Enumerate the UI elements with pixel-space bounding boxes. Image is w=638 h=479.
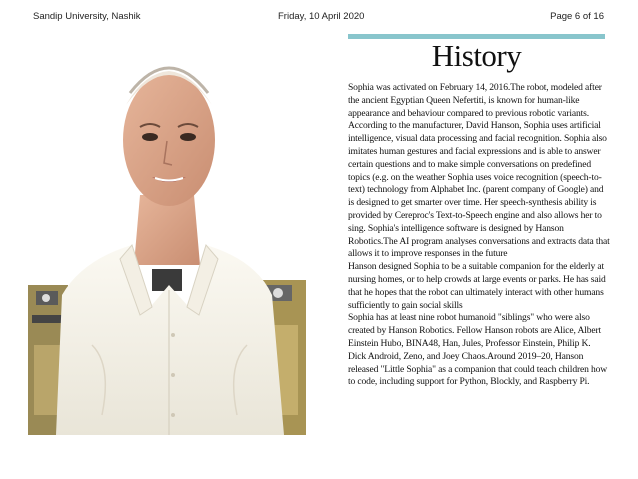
article-body	[348, 82, 610, 389]
header-page-number: Page 6 of 16	[550, 11, 604, 22]
header-date: Friday, 10 April 2020	[278, 11, 365, 22]
header-university: Sandip University, Nashik	[33, 11, 141, 22]
paragraph-activation: Sophia was activated on February 14, 2016.The robot, modeled after the ancient Egyptian Queen Nefertiti, is known for human-like appearance and behaviour compared to previous robotic variants. According to the manufacturer, David Hanson, Sophia uses artificial intelligence, visual data processing and facial recognition. Sophia also imitates human gestures and facial expressions and is able to answer certain questions and to make simple conversations on predefined topics (e.g. on the weather Sophia uses voice recognition (speech-to-text) technology from Alphabet Inc. (parent company of Google) and is designed to get smarter over time. Her speech-synthesis ability is provided by Cereproc's Text-to-Speech engine and also allows her to sing. Sophia's intelligence software is designed by Hanson Robotics.The AI program analyses conversations and extracts data that allows it to improve responses in the future	[348, 82, 610, 260]
paragraph-siblings: Sophia has at least nine robot humanoid "siblings" who were also created by Hanson Robotics. Fellow Hanson robots are Alice, Albert Einstein Hubo, BINA48, Han, Jules, Professor Einstein, Philip K. Dick Android, Zeno, and Joey Chaos.Around 2019–20, Hanson released "Little Sophia" as a companion that could teach children how to code, including support for Python, Blockly, and Raspberry Pi.	[348, 312, 608, 388]
paragraph-companion: Hanson designed Sophia to be a suitable companion for the elderly at nursing homes, or to help crowds at large events or parks. He has said that he hopes that the robot can ultimately interact with other humans sufficiently to gain social skills	[348, 261, 606, 311]
page-title: History	[431, 38, 522, 73]
sophia-robot-photo	[22, 45, 322, 435]
robot-head	[123, 74, 215, 206]
